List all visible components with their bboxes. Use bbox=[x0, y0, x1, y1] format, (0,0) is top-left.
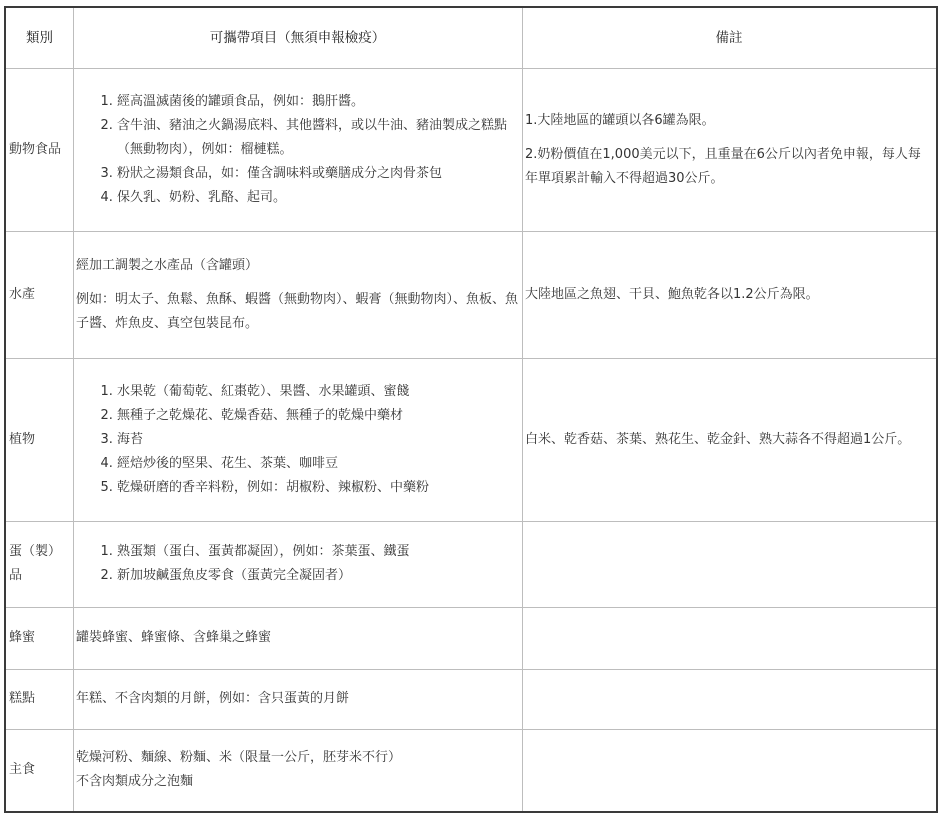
list-item: 2. 無種子之乾燥花、乾燥香菇、無種子的乾燥中藥材 bbox=[117, 404, 522, 428]
item-text: 罐裝蜂蜜、蜂蜜條、含蜂巢之蜂蜜 bbox=[76, 630, 272, 645]
category-plants bbox=[6, 358, 73, 521]
category-animal-food bbox=[6, 68, 73, 231]
list-item: 1. 經高溫滅菌後的罐頭食品，例如：鵝肝醬。 bbox=[117, 90, 518, 114]
list-item: 4. 保久乳、奶粉、乳酪、起司。 bbox=[117, 186, 518, 210]
category-staple bbox=[6, 729, 73, 811]
item-list bbox=[73, 380, 522, 500]
list-item: 3. 海苔 bbox=[117, 428, 522, 452]
category-eggs bbox=[6, 521, 73, 607]
category-seafood bbox=[6, 231, 73, 358]
items-plants bbox=[73, 358, 522, 521]
items-honey bbox=[73, 607, 522, 669]
items-eggs bbox=[73, 521, 522, 607]
notes-plants bbox=[522, 358, 936, 521]
notes-honey bbox=[522, 607, 936, 669]
list-item: 2. 新加坡鹹蛋魚皮零食（蛋黃完全凝固者） bbox=[117, 564, 522, 588]
notes-seafood bbox=[522, 231, 936, 358]
item-text: 經加工調製之水產品（含罐頭） bbox=[76, 257, 259, 273]
item-text: 年糕、不含肉類的月餅，例如：含只蛋黃的月餅 bbox=[76, 691, 350, 706]
note-text: 1.大陸地區的罐頭以各6罐為限。 bbox=[525, 112, 715, 128]
item-text: 例如：明太子、魚鬆、魚酥、蝦醬（無動物肉）、蝦膏（無動物肉）、魚板、魚子醬、炸魚皮、真空包裝昆布。 bbox=[76, 291, 519, 331]
list-item: 2. 含牛油、豬油之火鍋湯底料、其他醬料，或以牛油、豬油製成之糕點（無動物肉），例如：榴槤糕。 bbox=[117, 114, 518, 162]
header-category: 類別 bbox=[26, 30, 53, 46]
list-item: 5. 乾燥研磨的香辛料粉，例如：胡椒粉、辣椒粉、中藥粉 bbox=[117, 476, 522, 500]
category-pastry bbox=[6, 669, 73, 729]
list-item: 4. 經焙炒後的堅果、花生、茶葉、咖啡豆 bbox=[117, 452, 522, 476]
category-label: 動物食品 bbox=[9, 141, 62, 157]
item-list bbox=[73, 540, 522, 588]
item-text: 不含肉類成分之泡麵 bbox=[76, 774, 194, 789]
category-label: 糕點 bbox=[9, 691, 36, 706]
notes-animal-food bbox=[522, 68, 936, 231]
category-honey bbox=[6, 607, 73, 669]
item-text: 乾燥河粉、麵線、粉麵、米（限量一公斤，胚芽米不行） bbox=[76, 750, 402, 765]
list-item: 1. 水果乾（葡萄乾、紅棗乾）、果醬、水果罐頭、蜜餞 bbox=[117, 380, 522, 404]
items-staple bbox=[73, 729, 522, 811]
note-text: 白米、乾香菇、茶葉、熟花生、乾金針、熟大蒜各不得超過1公斤。 bbox=[525, 431, 911, 447]
list-item: 1. 熟蛋類（蛋白、蛋黃都凝固），例如：茶葉蛋、鐵蛋 bbox=[117, 540, 522, 564]
category-label: 蜂蜜 bbox=[9, 630, 36, 645]
regulations-table bbox=[4, 6, 938, 813]
item-list bbox=[73, 90, 518, 210]
items-pastry bbox=[73, 669, 522, 729]
note-text: 大陸地區之魚翅、干貝、鮑魚乾各以1.2公斤為限。 bbox=[525, 286, 819, 302]
category-label: 蛋（製）品 bbox=[9, 544, 62, 583]
items-animal-food bbox=[73, 68, 522, 231]
notes-pastry bbox=[522, 669, 936, 729]
category-label: 植物 bbox=[9, 431, 36, 447]
header-notes: 備註 bbox=[715, 30, 743, 46]
category-label: 主食 bbox=[9, 762, 36, 777]
header-items: 可攜帶項目（無須申報檢疫） bbox=[209, 30, 386, 46]
items-seafood bbox=[73, 231, 522, 358]
note-text: 2.奶粉價值在1,000美元以下，且重量在6公斤以內者免申報，每人每年單項累計輸入不得超過30公斤。 bbox=[525, 146, 921, 186]
list-item: 3. 粉狀之湯類食品，如：僅含調味料或藥膳成分之肉骨茶包 bbox=[117, 162, 518, 186]
notes-staple bbox=[522, 729, 936, 811]
notes-eggs bbox=[522, 521, 936, 607]
category-label: 水產 bbox=[9, 286, 36, 302]
